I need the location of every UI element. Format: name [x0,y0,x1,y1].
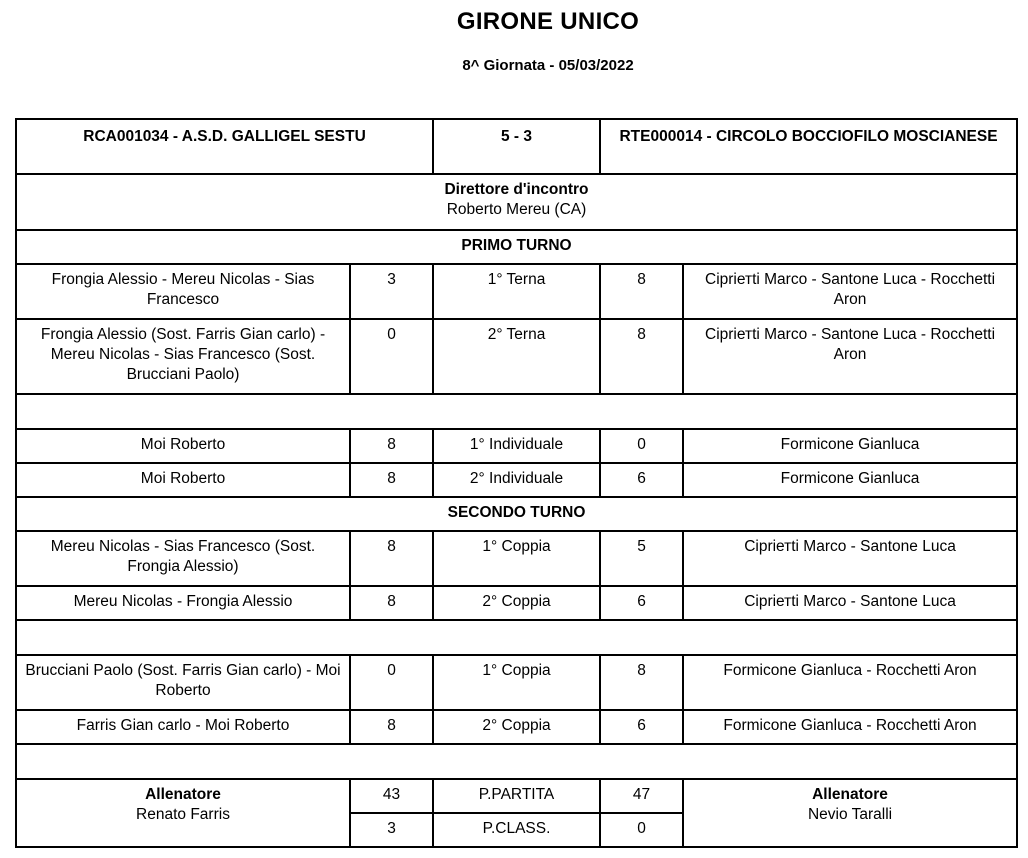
away-score: 6 [600,586,683,620]
home-players: Moi Roberto [16,429,350,463]
separator-row [16,744,1017,779]
away-score: 0 [600,429,683,463]
home-score: 8 [350,531,433,586]
away-players: Formicone Gianluca [683,463,1017,497]
game-row [16,264,1017,319]
home-score: 8 [350,586,433,620]
game-type: 2° Coppia [433,586,600,620]
turn-heading-second: SECONDO TURNO [16,497,1017,531]
away-coach-name: Nevio Taralli [807,806,893,823]
game-row [16,655,1017,710]
away-class-points: 0 [600,813,683,847]
game-type: 2° Individuale [433,463,600,497]
director-cell [16,174,1017,230]
game-row [16,429,1017,463]
home-score: 8 [350,710,433,744]
match-score: 5 - 3 [433,119,600,174]
game-type: 1° Individuale [433,429,600,463]
home-players: Frongia Alessio - Mereu Nicolas - Sias Francesco [16,264,350,319]
away-players: Formicone Gianluca - Rocchetti Aron [683,655,1017,710]
game-type: 1° Terna [433,264,600,319]
director-label: Direttore d'incontro [444,181,589,198]
separator-row [16,620,1017,655]
away-players: Cipriетti Marco - Santone Luca [683,531,1017,586]
away-score: 8 [600,655,683,710]
home-players: Mereu Nicolas - Sias Francesco (Sost. Frongia Alessio) [16,531,350,586]
separator-cell [16,744,1017,779]
away-players: Formicone Gianluca - Rocchetti Aron [683,710,1017,744]
footer-row-partita [16,779,1017,813]
game-row [16,531,1017,586]
game-row [16,463,1017,497]
director-name: Roberto Mereu (CA) [446,201,587,218]
away-partita-points: 47 [600,779,683,813]
home-team-name: RCA001034 - A.S.D. GALLIGEL SESTU [16,119,433,174]
away-players: Cipriетti Marco - Santone Luca [683,586,1017,620]
turn-heading-first: PRIMO TURNO [16,230,1017,264]
away-score: 6 [600,463,683,497]
match-report-table [15,118,1018,848]
turn-heading-row [16,497,1017,531]
away-coach-cell [683,779,1017,847]
director-row [16,174,1017,230]
class-label: P.CLASS. [433,813,600,847]
game-row [16,319,1017,394]
game-type: 1° Coppia [433,531,600,586]
home-score: 0 [350,655,433,710]
away-players: Cipriетti Marco - Santone Luca - Rocchetti Aron [683,319,1017,394]
separator-cell [16,620,1017,655]
home-coach-label: Allenatore [145,786,221,803]
home-coach-cell [16,779,350,847]
away-score: 8 [600,319,683,394]
home-score: 0 [350,319,433,394]
separator-cell [16,394,1017,429]
home-class-points: 3 [350,813,433,847]
game-type: 2° Coppia [433,710,600,744]
game-row [16,710,1017,744]
game-type: 2° Terna [433,319,600,394]
home-coach-name: Renato Farris [136,806,230,823]
partita-label: P.PARTITA [433,779,600,813]
page-title: GIRONE UNICO [456,8,640,35]
away-coach-label: Allenatore [812,786,888,803]
home-players: Farris Gian carlo - Moi Roberto [16,710,350,744]
home-players: Frongia Alessio (Sost. Farris Gian carlo) - Mereu Nicolas - Sias Francesco (Sost. Brucciani Paolo) [16,319,350,394]
away-score: 5 [600,531,683,586]
home-players: Mereu Nicolas - Frongia Alessio [16,586,350,620]
home-score: 8 [350,429,433,463]
home-players: Brucciani Paolo (Sost. Farris Gian carlo) - Moi Roberto [16,655,350,710]
match-header-row [16,119,1017,174]
home-players: Moi Roberto [16,463,350,497]
turn-heading-row [16,230,1017,264]
away-score: 8 [600,264,683,319]
away-players: Formicone Gianluca [683,429,1017,463]
game-row [16,586,1017,620]
home-partita-points: 43 [350,779,433,813]
away-players: Cipriетti Marco - Santone Luca - Rocchetti Aron [683,264,1017,319]
away-team-name: RTE000014 - CIRCOLO BOCCIOFILO MOSCIANESE [600,119,1017,174]
separator-row [16,394,1017,429]
page-subtitle: 8^ Giornata - 05/03/2022 [462,57,634,74]
game-type: 1° Coppia [433,655,600,710]
home-score: 8 [350,463,433,497]
away-score: 6 [600,710,683,744]
home-score: 3 [350,264,433,319]
